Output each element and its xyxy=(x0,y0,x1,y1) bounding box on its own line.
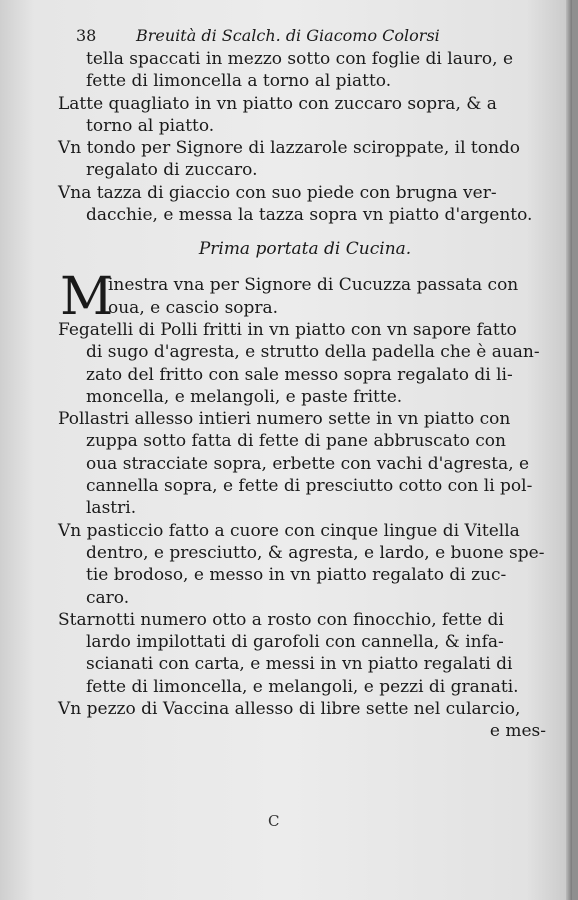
entry-line: Vn pezzo di Vaccina allesso di libre sette nel cularcio, xyxy=(58,699,521,720)
running-head xyxy=(76,24,552,48)
entry-line: fette di limoncella, e melangoli, e pezzi di granati. xyxy=(86,676,519,697)
entry-line: Vn tondo per Signore di lazzarole sciroppate, il tondo xyxy=(58,138,521,159)
page-edge xyxy=(566,0,572,900)
intro-line: tella spaccati in mezzo sotto con foglie di lauro, e xyxy=(86,49,514,69)
entry xyxy=(58,137,552,182)
entry-line: cannella sopra, e fette di presciutto cotto con li pol- xyxy=(86,476,533,497)
entry-line: zuppa sotto fatta di fette di pane abbruscato con xyxy=(86,431,506,452)
first-entry xyxy=(58,267,552,328)
section-title: Prima portata di Cucina. xyxy=(198,239,412,260)
entry-line: Vna tazza di giaccio con suo piede con brugna ver- xyxy=(58,182,497,203)
entry xyxy=(58,520,552,609)
entry-line: scianati con carta, e messi in vn piatto regalati di xyxy=(86,654,513,675)
entry-line: Pollastri allesso intieri numero sette in vn piatto con xyxy=(58,409,511,430)
entry xyxy=(58,93,552,138)
page-text xyxy=(58,24,552,743)
entry-line: lardo impilottati di garofoli con cannella, & infa- xyxy=(86,632,504,653)
entry xyxy=(58,609,552,698)
entry-line: caro. xyxy=(86,587,130,608)
entry-line: Vn pasticcio fatto a cuore con cinque lingue di Vitella xyxy=(58,520,520,541)
entry-line: lastri. xyxy=(86,498,137,519)
entry-line: oua, e cascio sopra. xyxy=(108,297,279,318)
entry-line: moncella, e melangoli, e paste fritte. xyxy=(86,386,403,407)
catchword: e mes- xyxy=(489,721,546,742)
running-head-title: Breuità di Scalch. di Giacomo Colorsi xyxy=(136,26,440,45)
entry-line: oua stracciate sopra, erbette con vachi d'agresta, e xyxy=(86,453,530,474)
drop-cap: M xyxy=(60,267,114,328)
entry-line: dentro, e presciutto, & agresta, e lardo, e buone spe- xyxy=(86,542,545,563)
signature-mark: C xyxy=(268,812,280,830)
entry-line: dacchie, e messa la tazza sopra vn piatto d'argento. xyxy=(86,205,533,226)
entry-line: zato del fritto con sale messo sopra regalato di li- xyxy=(86,364,513,385)
entry-line: inestra vna per Signore di Cucuzza passata con xyxy=(108,275,519,296)
entry-line: tie brodoso, e messo in vn piatto regalato di zuc- xyxy=(86,565,507,586)
entry xyxy=(58,319,552,408)
entry xyxy=(58,182,552,227)
intro-line: fette di limoncella a torno al piatto. xyxy=(86,71,392,92)
entry-line: Fegatelli di Polli fritti in vn piatto con vn sapore fatto xyxy=(58,319,517,340)
entry-line: Starnotti numero otto a rosto con finocchio, fette di xyxy=(58,609,504,630)
entry xyxy=(58,698,552,720)
entry-line: regalato di zuccaro. xyxy=(86,160,258,181)
entry-line: torno al piatto. xyxy=(86,115,215,136)
entry xyxy=(58,408,552,519)
entry-line: di sugo d'agresta, e strutto della padella che è auan- xyxy=(86,342,540,363)
entry-line: Latte quagliato in vn piatto con zuccaro sopra, & a xyxy=(58,93,497,114)
page-number: 38 xyxy=(76,26,97,45)
